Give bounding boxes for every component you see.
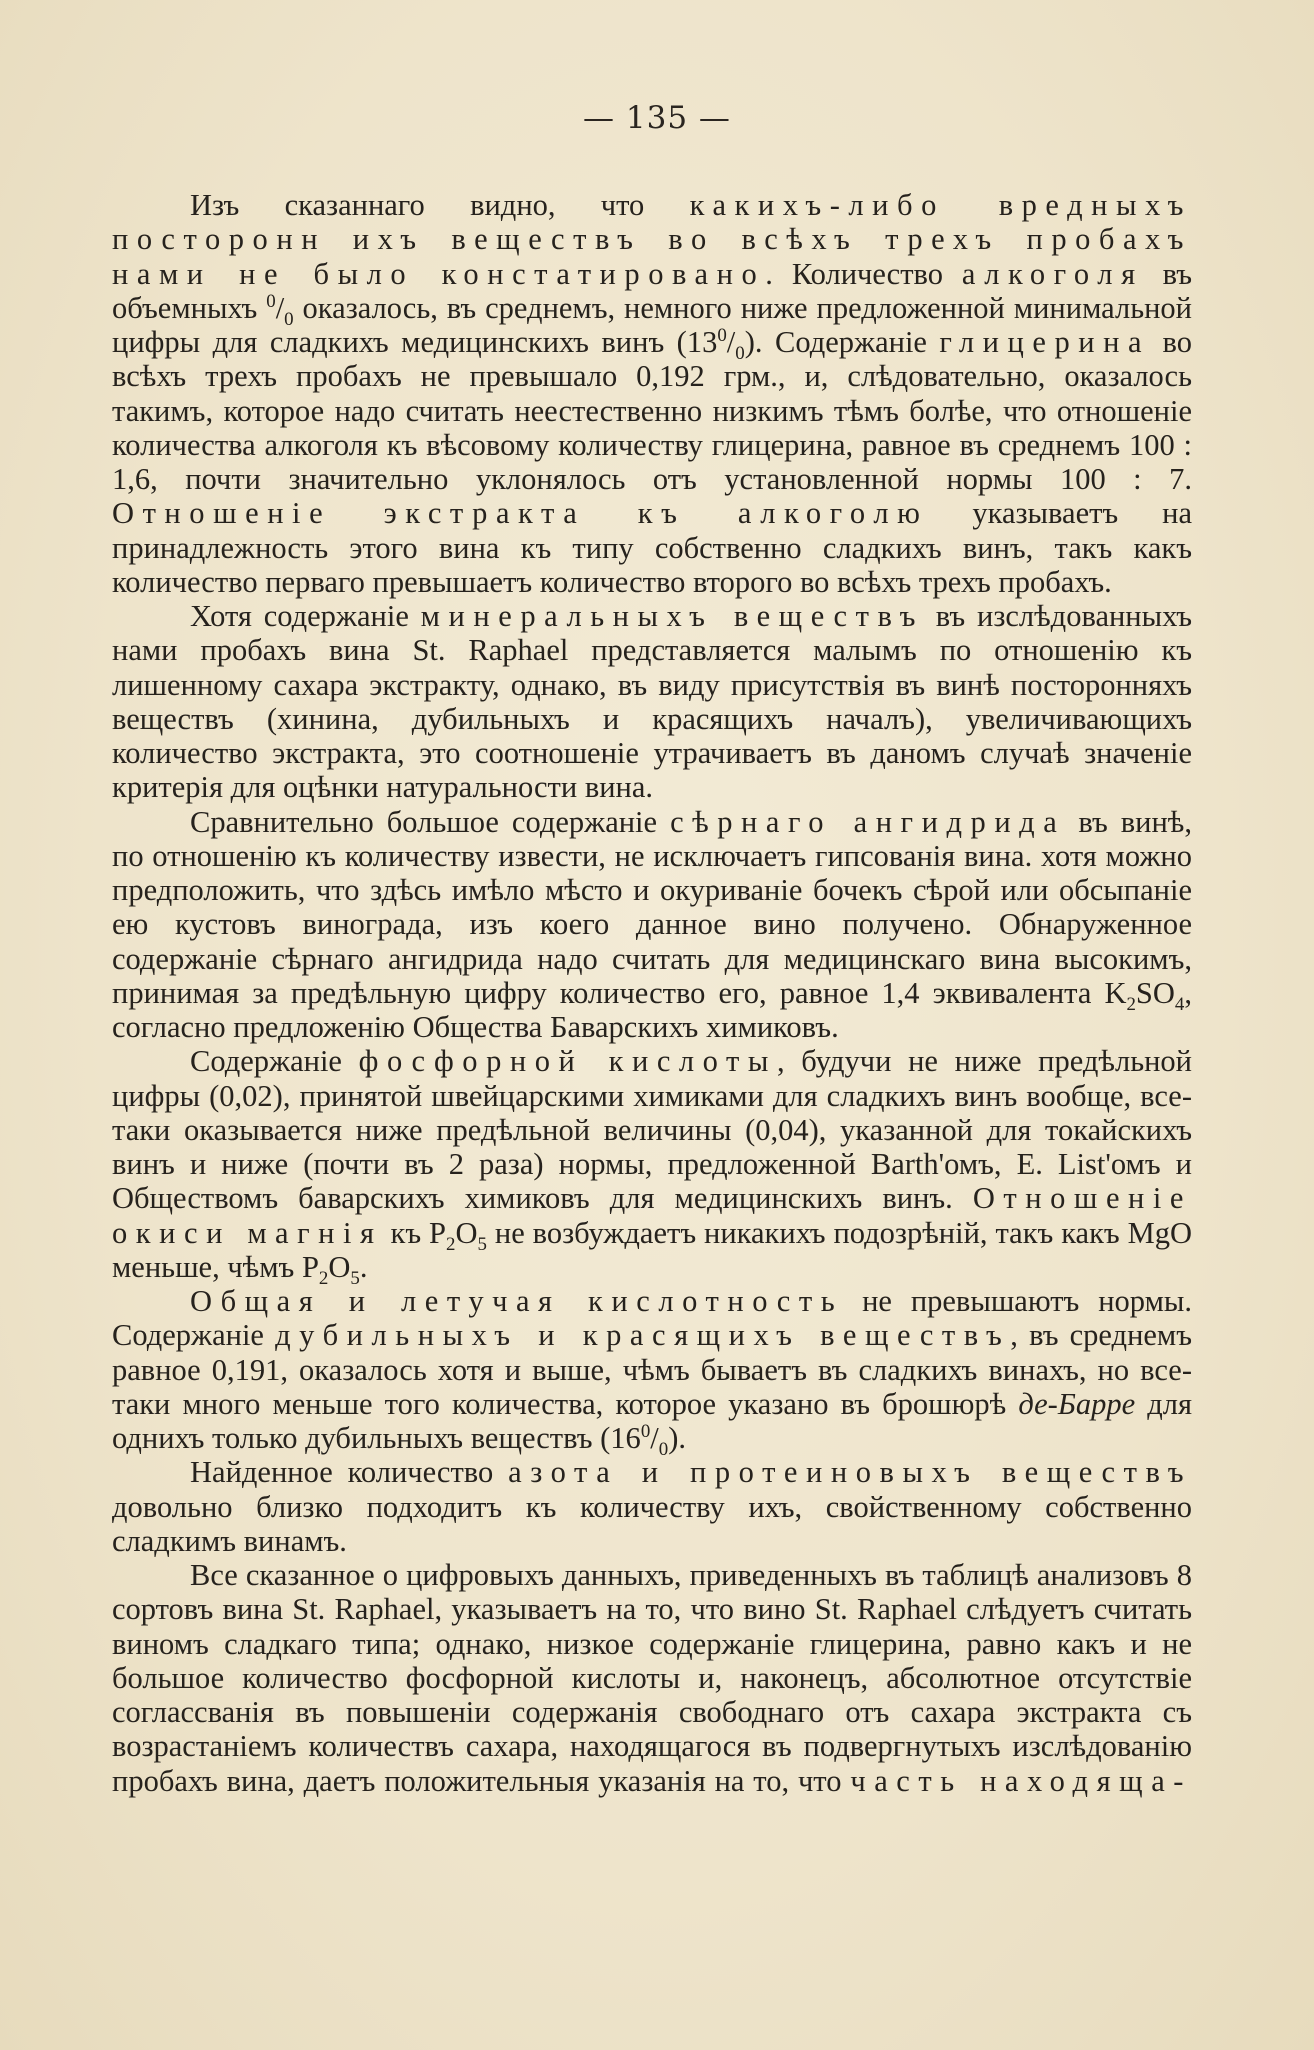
emphasized-term: алкоголя (961, 256, 1144, 291)
text-run: O (328, 1249, 351, 1284)
text-run: , въ среднемъ равное 0,191, оказалось хотя и выше, чѣмъ бываетъ въ сладкихъ винахъ, но все-таки много меньше того количества, которое указано въ брошюрѣ (112, 1318, 1192, 1421)
paragraph-acidity-tannins (112, 1284, 1192, 1461)
text-run: Изъ сказаннаго видно, что (190, 188, 690, 222)
text-run: ). (668, 1421, 686, 1455)
text-run: , согласно предложенію Общества Баварскихъ химиковъ. (112, 975, 1192, 1044)
emphasized-term: сѣрнаго ангидрида (670, 804, 1066, 839)
emphasized-term: глицерина (939, 325, 1151, 359)
emphasized-term: Отношеніе окиси магнія (112, 1181, 1192, 1250)
body-text (112, 188, 1192, 1798)
emphasized-term: часть находяща- (850, 1763, 1192, 1798)
paragraph-impurities-alcohol-glycerin (112, 188, 1192, 599)
text-run: указываетъ на принадлежность этого вина къ типу собственно сладкихъ винъ, такъ какъ количество перваго превышаетъ количество второго во всѣхъ трехъ пробахъ. (112, 496, 1192, 599)
superscript: 0 (640, 1420, 651, 1442)
superscript: 0 (266, 290, 276, 312)
emphasized-term: минеральныхъ веществъ (420, 599, 924, 633)
text-run: / (726, 325, 736, 359)
paragraph-sulfuric-anhydride (112, 805, 1192, 1045)
text-run: для однихъ только дубильныхъ веществъ (16 (112, 1386, 1192, 1455)
subscript: 0 (284, 308, 294, 330)
text-run: оказалось, въ среднемъ, немного ниже предложенной минимальной цифры для сладкихъ медицинскихъ винъ (13 (112, 290, 1192, 359)
emphasized-term: фосфорной кислоты (358, 1044, 777, 1079)
emphasized-term: азота и протеиновыхъ веществъ (508, 1455, 1192, 1490)
emphasized-term: Отношеніе экстракта къ алкоголю (112, 496, 929, 531)
text-run: Содержаніе (190, 1044, 359, 1079)
paragraph-phosphoric-acid (112, 1044, 1192, 1289)
subscript: 2 (446, 1233, 456, 1255)
emphasized-term: дубильныхъ и красящихъ веществъ (275, 1318, 1011, 1353)
superscript: 0 (717, 324, 727, 346)
page-number: — 135 — (583, 100, 731, 136)
text-run: / (275, 290, 285, 325)
emphasized-term: какихъ-либо вредныхъ посторонн ихъ веществъ во всѣхъ трехъ пробахъ нами не было констатировано (112, 188, 1192, 291)
text-run: во всѣхъ трехъ пробахъ не превышало 0,192 грм., и, слѣдовательно, оказалось такимъ, которое надо считать неестественно низкимъ тѣмъ болѣе, что отношеніе количества алкоголя къ вѣсовому количеству глицерина, равное въ среднемъ 100 : 1,6, почти значительно уклонялось отъ установленной нормы 100 : 7. (112, 325, 1192, 496)
paragraph-nitrogen-proteins (112, 1455, 1192, 1558)
subscript: 5 (477, 1233, 487, 1255)
text-run: Хотя содержаніе (190, 599, 421, 633)
text-run: въ объемныхъ (112, 256, 1192, 325)
paragraph-conclusion (112, 1558, 1192, 1798)
text-run: O (455, 1215, 478, 1250)
subscript: 2 (1126, 993, 1136, 1015)
text-run: Все сказанное о цифровыхъ данныхъ, приведенныхъ въ таблицѣ анализовъ 8 сортовъ вина St. Raphael, указываетъ на то, что вино St. Raphael слѣдуетъ считать виномъ сладкаго типа; однако, низкое содержаніе глицерина, равно какъ и не большое количество фосфорной кислоты и, наконецъ, абсолютное отсутствіе соглассванія въ повышеніи содержанія свободнаго отъ сахара экстракта съ возрастаніемъ количествъ сахара, находящагося въ подвергнутыхъ изслѣдованію пробахъ вина, даетъ положительныя указанія на то, что (112, 1558, 1192, 1798)
subscript: 0 (735, 343, 745, 365)
text-run: не превышаютъ нормы. Содержаніе (112, 1284, 1192, 1353)
subscript: 5 (350, 1267, 360, 1289)
text-run: SO (1135, 975, 1175, 1010)
text-run: Сравнительно большое содержаніе (190, 804, 671, 839)
subscript: 0 (658, 1439, 669, 1461)
text-run: . Количество (765, 256, 962, 291)
paragraph-mineral-substances (112, 599, 1192, 805)
subscript: 4 (1174, 993, 1185, 1015)
text-run: довольно близко подходитъ къ количеству ихъ, свойственному собственно сладкимъ винамъ. (112, 1489, 1192, 1558)
text-run: не возбуждаетъ никакихъ подозрѣній, такъ какъ MgO меньше, чѣмъ P (112, 1215, 1192, 1284)
subscript: 2 (318, 1267, 329, 1289)
text-run: , будучи не ниже предѣльной цифры (0,02), принятой швейцарскими химиками для сладкихъ винъ вообще, все-таки оказывается ниже предѣльной величины (0,04), указанной для токайскихъ винъ и ниже (почти въ 2 раза) нормы, предложенной Barth'омъ, E. List'омъ и Обществомъ баварскихъ химиковъ для медицинскихъ винъ. (112, 1044, 1192, 1216)
text-run: Найденное количество (190, 1455, 509, 1490)
italic-name: де-Барре (1018, 1386, 1136, 1421)
emphasized-term: Общая и летучая кислотность (190, 1284, 844, 1318)
text-run: . (359, 1249, 368, 1284)
text-run: къ P (382, 1215, 447, 1250)
text-run: въ винѣ, по отношенію къ количеству извести, не исключаетъ гипсованія вина. хотя можно предположить, что здѣсь имѣло мѣсто и окуриваніе бочекъ сѣрой или обсыпаніе ею кустовъ винограда, изъ коего данное вино получено. Обнаруженное содержаніе сѣрнаго ангидрида надо считать для медицинскаго вина высокимъ, принимая за предѣльную цифру количество его, равное 1,4 эквивалента K (112, 804, 1192, 1010)
text-run: / (650, 1421, 659, 1455)
text-run: въ изслѣдованныхъ нами пробахъ вина St. Raphael представляется малымъ по отношенію къ лишенному сахара экстракту, однако, въ виду присутствія въ винѣ посторонняхъ веществъ (хинина, дубильныхъ и красящихъ началъ), увеличивающихъ количество экстракта, это соотношеніе утрачиваетъ въ даномъ случаѣ значеніе критерія для оцѣнки натуральности вина. (112, 599, 1192, 805)
text-run: ). Содержаніе (744, 325, 940, 359)
